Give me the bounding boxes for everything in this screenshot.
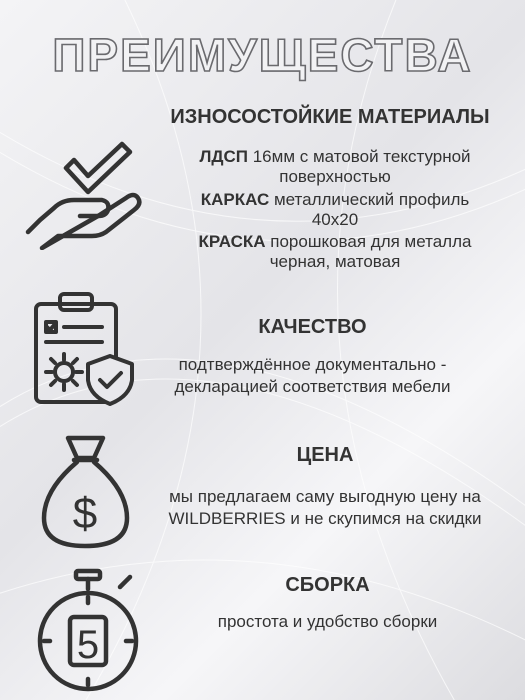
price-line-2: WILDBERRIES и не скупимся на скидки: [168, 509, 482, 528]
price-line-1: мы предлагаем саму выгодную цену на: [169, 487, 481, 506]
assembly-line-1: простота и удобство сборки: [217, 612, 438, 631]
materials-heading: ИЗНОСОСТОЙКИЕ МАТЕРИАЛЫ: [170, 106, 490, 128]
material-text-ldsp: 16мм с матовой текстурной: [248, 147, 471, 166]
material-text-paint: порошковая для металла: [265, 232, 472, 251]
material-text-frame: металлический профиль: [269, 190, 470, 209]
material-text-ldsp-2: поверхностью: [279, 167, 391, 186]
assembly-heading: СБОРКА: [285, 574, 370, 596]
material-item-ldsp: [150, 147, 520, 187]
price-heading: ЦЕНА: [296, 444, 354, 466]
material-item-paint: [150, 232, 520, 272]
quality-line-1: подтверждённое документально -: [178, 355, 447, 374]
quality-line-2: декларацией соответствия мебели: [174, 377, 451, 396]
dollar-symbol: $: [72, 489, 98, 538]
material-label-ldsp: ЛДСП: [199, 147, 248, 166]
quality-heading: КАЧЕСТВО: [258, 316, 367, 338]
digit-symbol: 5: [76, 623, 100, 667]
stopwatch-icon: [36, 567, 144, 695]
material-text-frame-2: 40х20: [311, 210, 359, 229]
material-text-paint-2: черная, матовая: [269, 252, 401, 271]
material-label-paint: КРАСКА: [198, 232, 266, 251]
material-item-frame: [150, 190, 520, 230]
material-label-frame: КАРКАС: [200, 190, 270, 209]
page-title: ПРЕИМУЩЕСТВА: [52, 29, 473, 81]
hand-checkmark-icon: [22, 140, 147, 250]
clipboard-gear-shield-icon: [30, 290, 138, 408]
money-bag-icon: [38, 432, 133, 552]
